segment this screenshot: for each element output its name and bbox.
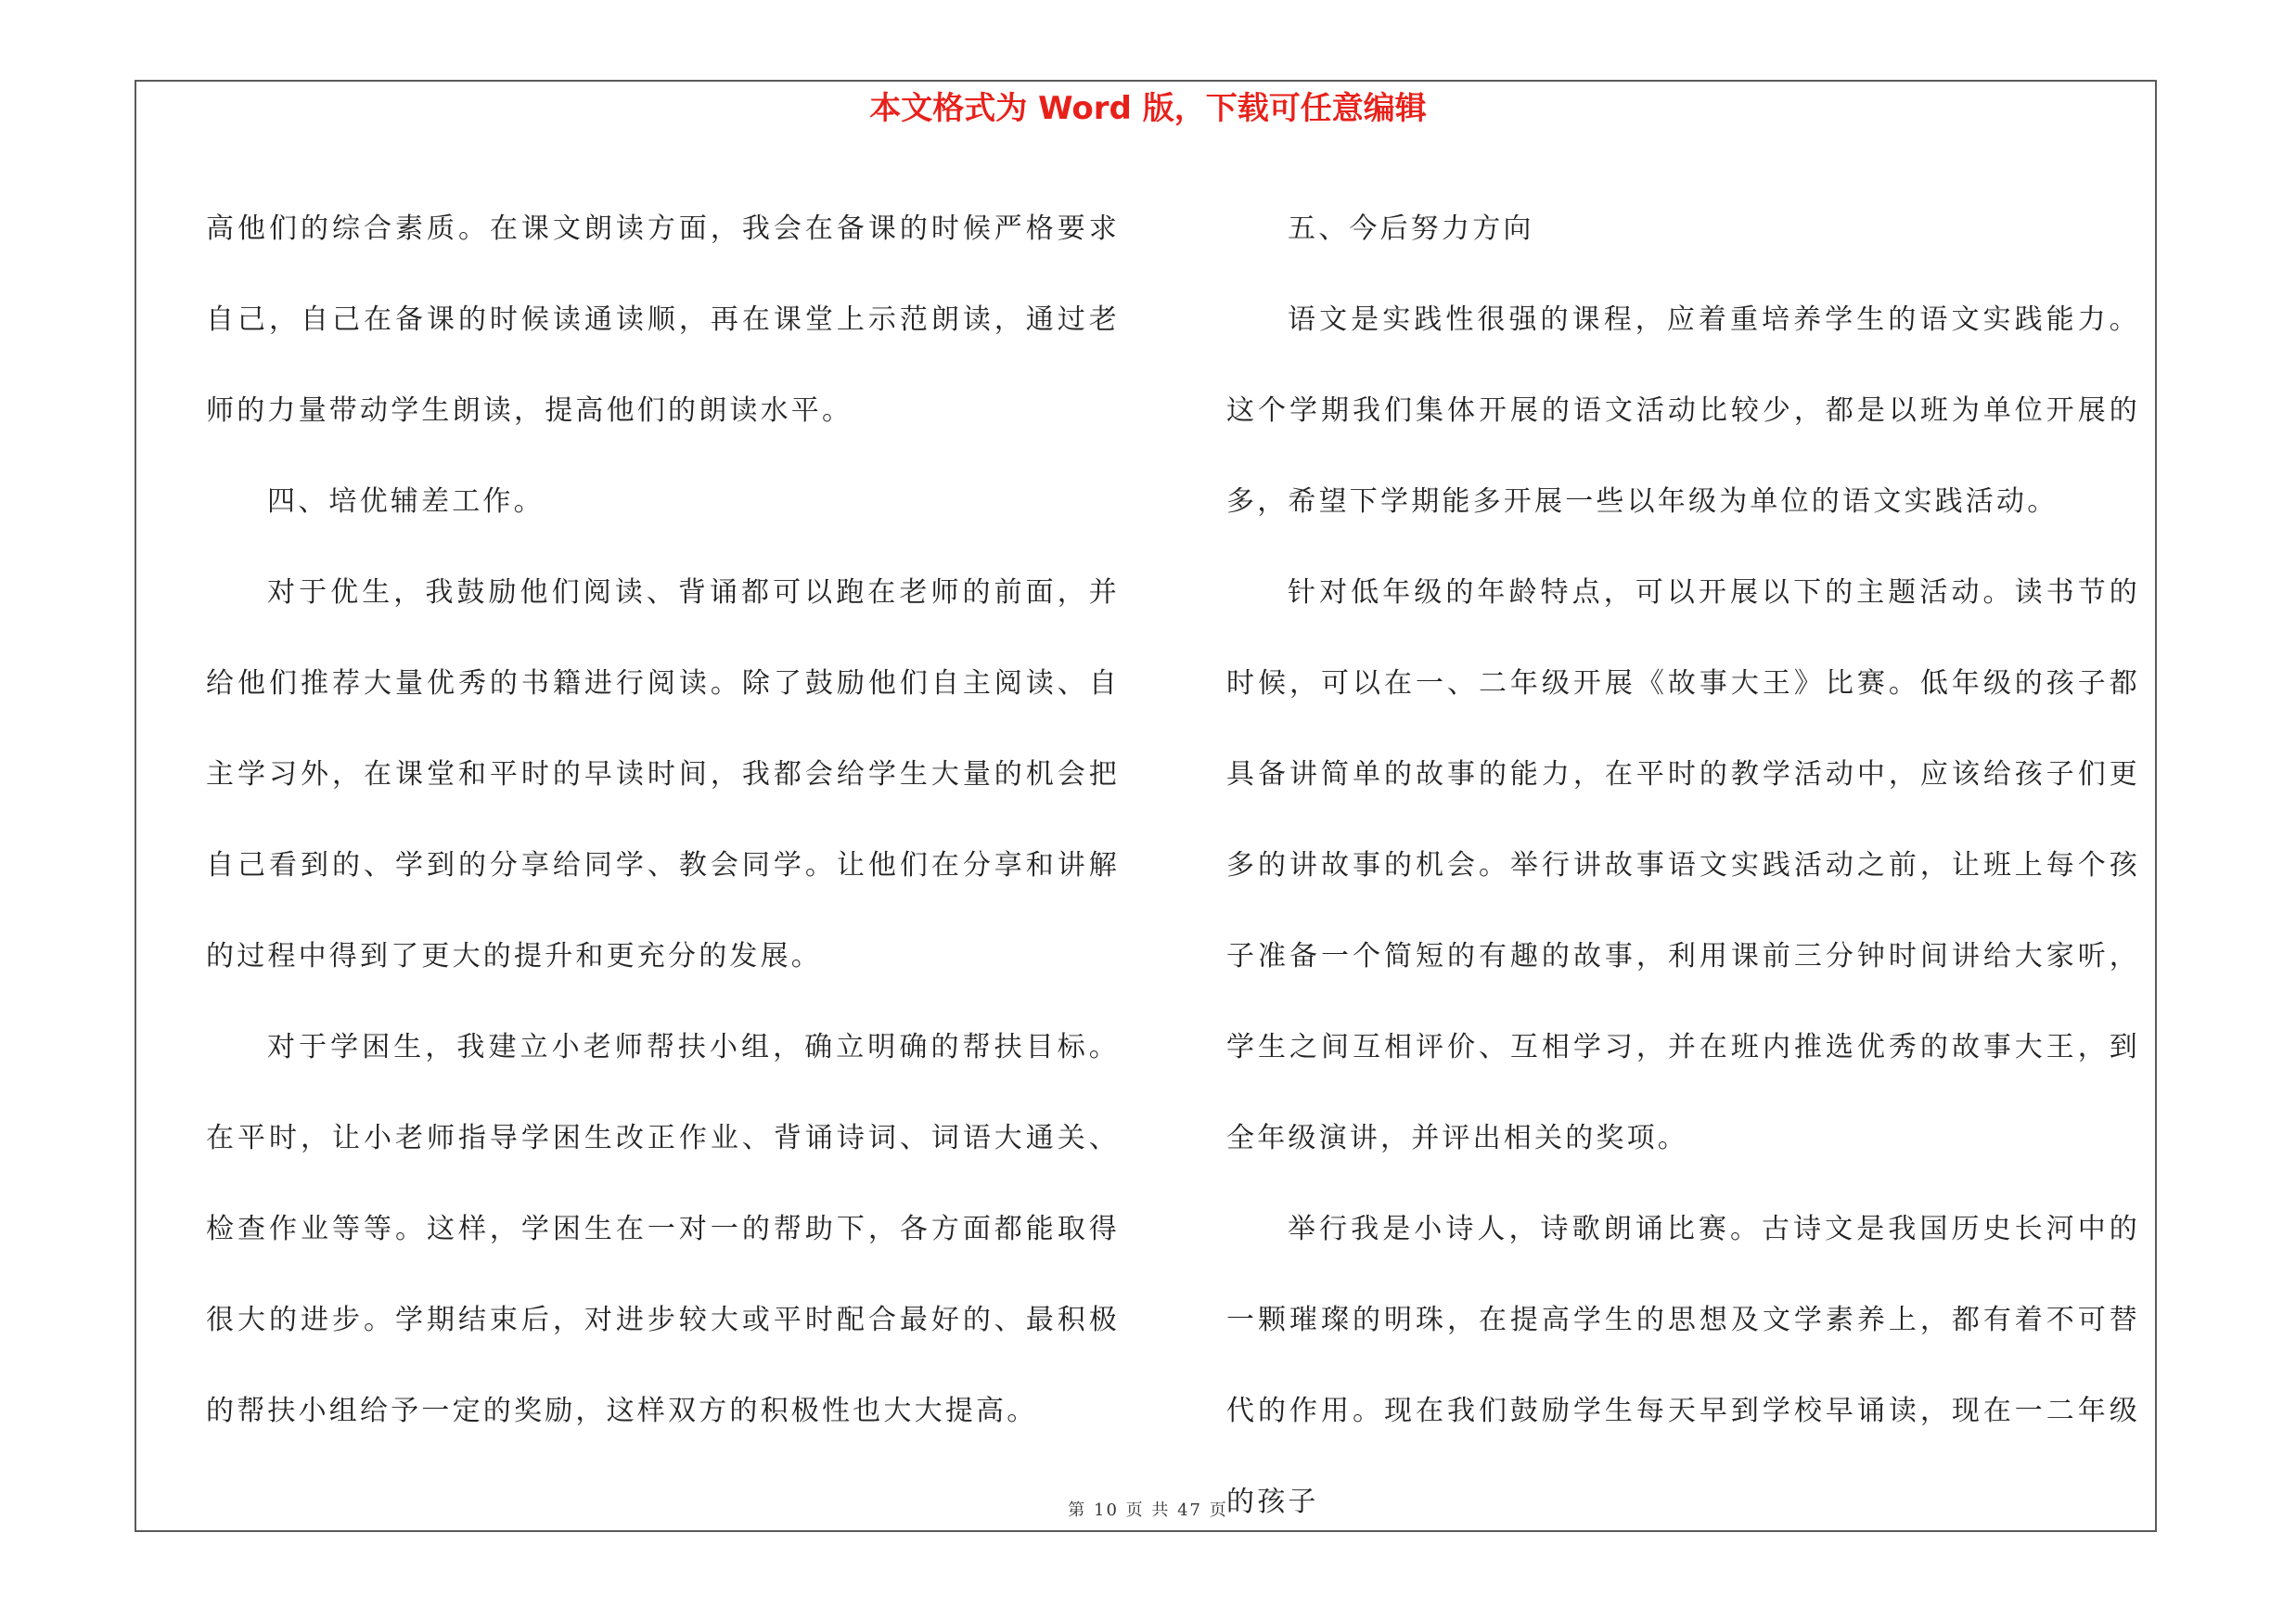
section-heading: 四、培优辅差工作。	[267, 485, 545, 518]
page-number: 第 10 页 共 47 页	[1068, 1501, 1228, 1520]
paragraph: 高他们的综合素质。在课文朗读方面，我会在备课的时候严格要求自己，自己在备课的时候读通读顺，再在课堂上示范朗读，通过老师的力量带动学生朗读，提高他们的朗读水平。	[206, 213, 1120, 427]
section-heading: 五、今后努力方向	[1288, 213, 1534, 245]
paragraph: 举行我是小诗人，诗歌朗诵比赛。古诗文是我国历史长河中的一颗璀璨的明珠，在提高学生的思想及文学素养上，都有着不可替代的作用。现在我们鼓励学生每天早到学校早诵读，现在一二年级的孩子	[1226, 1213, 2140, 1518]
word-format-banner: 本文格式为 Word 版，下载可任意编辑	[869, 90, 1427, 127]
paragraph: 针对低年级的年龄特点，可以开展以下的主题活动。读书节的时候，可以在一、二年级开展《故事大王》比赛。低年级的孩子都具备讲简单的故事的能力，在平时的教学活动中，应该给孩子们更多的讲故事的机会。举行讲故事语文实践活动之前，让班上每个孩子准备一个简短的有趣的故事，利用课前三分钟时间讲给大家听，学生之间互相评价、互相学习，并在班内推选优秀的故事大王，到全年级演讲，并评出相关的奖项。	[1226, 576, 2140, 1154]
paragraph: 语文是实践性很强的课程，应着重培养学生的语文实践能力。这个学期我们集体开展的语文活动比较少，都是以班为单位开展的多，希望下学期能多开展一些以年级为单位的语文实践活动。	[1226, 303, 2140, 518]
right-column	[1226, 184, 2140, 1548]
left-column	[206, 184, 1120, 1457]
paragraph: 对于优生，我鼓励他们阅读、背诵都可以跑在老师的前面，并给他们推荐大量优秀的书籍进行阅读。除了鼓励他们自主阅读、自主学习外，在课堂和平时的早读时间，我都会给学生大量的机会把自己看到的、学到的分享给同学、教会同学。让他们在分享和讲解的过程中得到了更大的提升和更充分的发展。	[206, 576, 1120, 973]
paragraph: 对于学困生，我建立小老师帮扶小组，确立明确的帮扶目标。在平时，让小老师指导学困生改正作业、背诵诗词、词语大通关、检查作业等等。这样，学困生在一对一的帮助下，各方面都能取得很大的进步。学期结束后，对进步较大或平时配合最好的、最积极的帮扶小组给予一定的奖励，这样双方的积极性也大大提高。	[206, 1031, 1120, 1427]
